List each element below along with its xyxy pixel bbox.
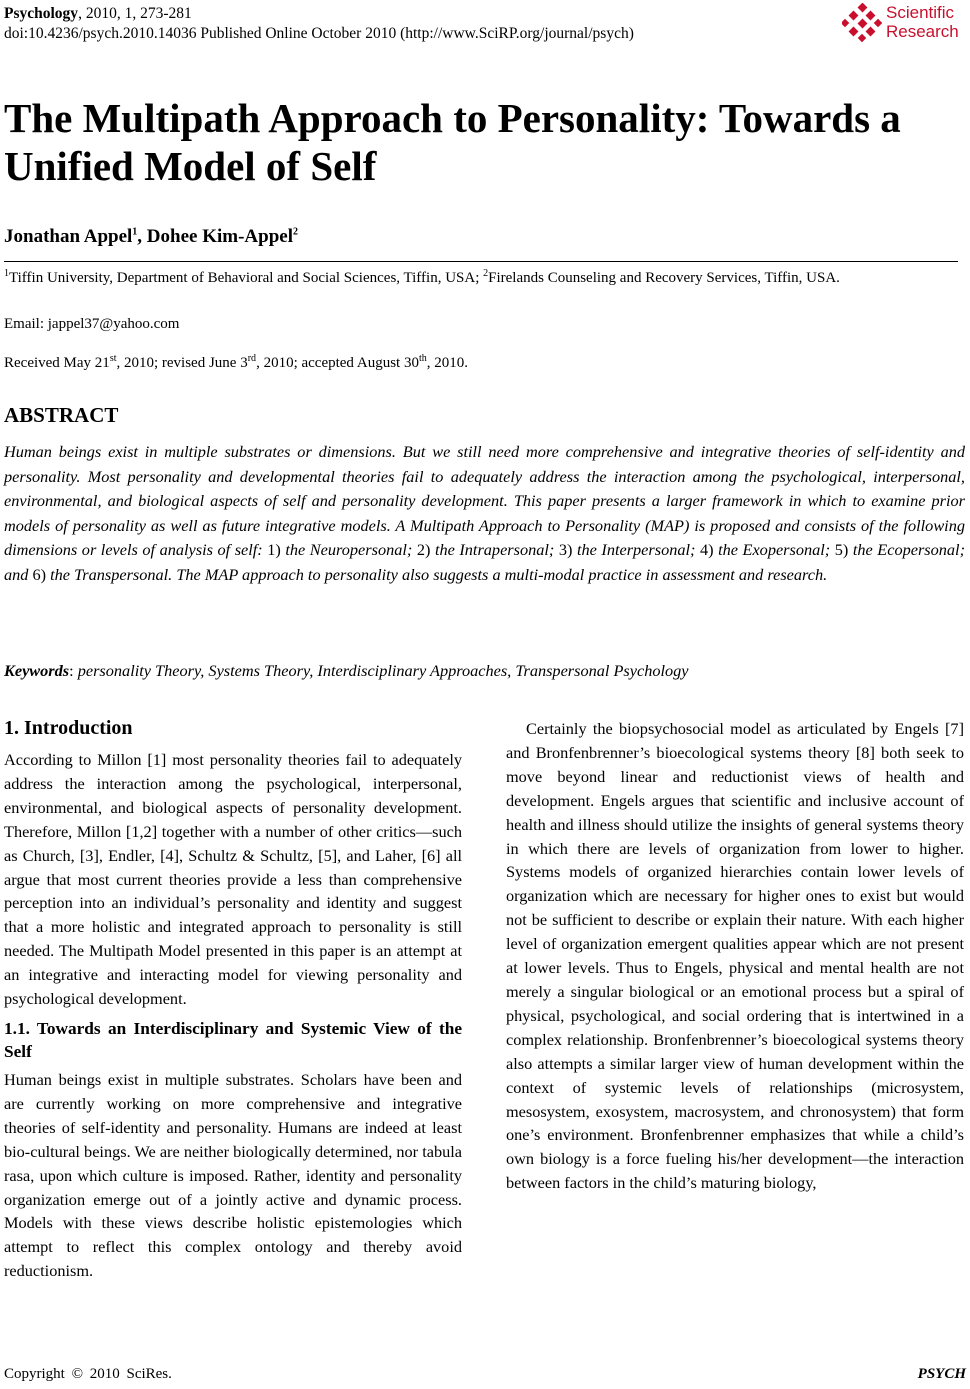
- keywords-colon: :: [69, 661, 78, 680]
- abstract-number: 2): [416, 540, 431, 559]
- author-separator: ,: [137, 226, 147, 247]
- revised-part: , 2010; revised June 3: [116, 355, 248, 371]
- footer-journal: PSYCH: [917, 1366, 966, 1382]
- author-1-affil: 1: [132, 226, 138, 238]
- received-dates: [4, 353, 468, 373]
- copyright: Copyright © 2010 SciRes.: [4, 1366, 172, 1382]
- journal-citation: [4, 4, 192, 23]
- logo-line-2: Research: [886, 22, 959, 41]
- abstract-part: ) is proposed and consists of the following dimensions or levels of analysis of self:: [4, 515, 965, 559]
- abstract-part: Human beings exist in multiple substrates or dimensions. But we still need more comprehensive and integrative theories of self-identity and personality. Most personality and developmental theories fail to adequately address the interaction among the psychological, interpersonal, environmental, and biological aspects of self and personality development. This paper presents a larger framework in which to examine prior models of personality as well as future integrative models. A Multipath Approach to Personality (: [4, 442, 965, 535]
- doi-line: doi:10.4236/psych.2010.14036 Published Online October 2010 (http://www.SciRP.org/journal/psych): [4, 25, 634, 42]
- section-heading: 1. Introduction: [4, 717, 133, 739]
- accepted-sup: th: [418, 353, 427, 364]
- abstract-part: the Exopersonal;: [713, 540, 835, 559]
- revised-sup: rd: [247, 353, 257, 364]
- abstract-number: 3): [558, 540, 573, 559]
- abstract-part: the Intrapersonal;: [430, 540, 559, 559]
- logo-line-1: Scientific: [886, 3, 955, 22]
- paragraph: Certainly the biopsychosocial model as articulated by Engels [7] and Bronfenbrenner’s bioecological systems theory [8] both seek to move beyond linear and reductionist views of health and development. Engels argues that scientific and inclusive account of health and illness should utilize the insights of general systems theory in which there are levels of organization from lower to higher. Systems models of organized hierarchies contain lower levels of organization which are necessary for higher ones to exist but would not be sufficient to describe or explain their nature. With each higher level of organization emergent qualities appear which are not present at lower levels. Thus to Engels, physical and mental health are not merely a singular biological or an emotional process but a spiral of physical, psychological, and social ordering that is intertwined in a complex relationship. Bronfenbrenner’s bioecological systems theory also attempts a similar larger view of human development within the context of systemic levels of relationships (microsystem, mesosystem, exosystem, macrosystem, and chronosystem) that form one’s environment. Bronfenbrenner emphasizes that while a child’s own biology is a force fueling his/her development—the interaction between factors in the child’s maturing biology,: [506, 719, 964, 1193]
- author-1: Jonathan Appel: [4, 226, 133, 247]
- abstract-text: [4, 440, 965, 587]
- paragraph: Human beings exist in multiple substrates. Scholars have been and are currently working on more comprehensive and integrative theories of self-identity and personality. Humans are indeed at least bio-cultural beings. We are neither biologically determined, nor tabula rasa, upon which culture is imposed. Rather, identity and personality organization emerge out of a jointly active and dynamic process. Models with these views describe holistic epistemologies which attempt to reflect this complex ontology and thereby avoid reductionism.: [4, 1069, 462, 1281]
- left-column: [4, 714, 462, 1283]
- divider: [4, 261, 958, 262]
- abstract-part: the Ecopersonal; and: [4, 540, 966, 584]
- affil-1-mark: 1: [4, 268, 9, 279]
- paragraph: According to Millon [1] most personality theories fail to adequately address the interaction among the psychological, interpersonal, environmental, and biological aspects of personality development. Therefore, Millon [1,2] together with a number of other critics—such as Church, [3], Endler, [4], Schultz & Schultz, [5], and Laher, [6] all argue that most current theories provide a less than comprehensive perception into an individual’s personality and identity and suggest that a more holistic and integrated approach to personality is still needed. The Multipath Model presented in this paper is an attempt at an integrative and interacting model for viewing personality and psychological development.: [4, 750, 462, 1009]
- abstract-number: 4): [699, 540, 714, 559]
- affil-1: Tiffin University, Department of Behavioral and Social Sciences, Tiffin, USA;: [9, 270, 484, 286]
- abstract-number: 1): [267, 540, 281, 559]
- accepted-part: , 2010; accepted August 30: [256, 355, 419, 371]
- logo-mark-icon: [842, 3, 882, 43]
- received-sup: st: [109, 353, 117, 364]
- publisher-logo: [842, 2, 964, 44]
- journal-name: Psychology: [4, 5, 79, 22]
- received-part: Received May 21: [4, 355, 110, 371]
- keywords-label: Keywords: [4, 661, 70, 680]
- abstract-heading: ABSTRACT: [4, 403, 119, 427]
- subsection-heading: 1.1. Towards an Interdisciplinary and Systemic View of the Self: [4, 1018, 462, 1062]
- abstract-part: the Transpersonal. The MAP approach to personality also suggests a multi-modal practice in assessment and research.: [46, 564, 828, 584]
- journal-volume: , 2010, 1, 273-281: [78, 5, 192, 22]
- abstract-part: the Neuropersonal;: [280, 540, 417, 559]
- right-column: [506, 717, 964, 1195]
- abstract-part: the Interpersonal;: [572, 540, 700, 559]
- author-email: Email: jappel37@yahoo.com: [4, 316, 180, 332]
- author-2-affil: 2: [292, 226, 298, 238]
- abstract-acronym: MAP: [650, 515, 684, 535]
- keywords: [4, 660, 689, 682]
- affil-2: Firelands Counseling and Recovery Services, Tiffin, USA.: [488, 270, 840, 286]
- author-list: [4, 226, 298, 248]
- abstract-number: 5): [834, 540, 849, 559]
- author-2: Dohee Kim-Appel: [146, 226, 293, 247]
- paper-title: The Multipath Approach to Personality: Towards a Unified Model of Self: [4, 95, 901, 189]
- abstract-number: 6): [32, 564, 47, 584]
- affil-2-mark: 2: [483, 268, 489, 279]
- logo-text: [886, 3, 959, 41]
- keywords-list: personality Theory, Systems Theory, Interdisciplinary Approaches, Transpersonal Psychology: [77, 661, 689, 680]
- received-end: , 2010.: [426, 355, 468, 371]
- affiliations: [4, 268, 964, 288]
